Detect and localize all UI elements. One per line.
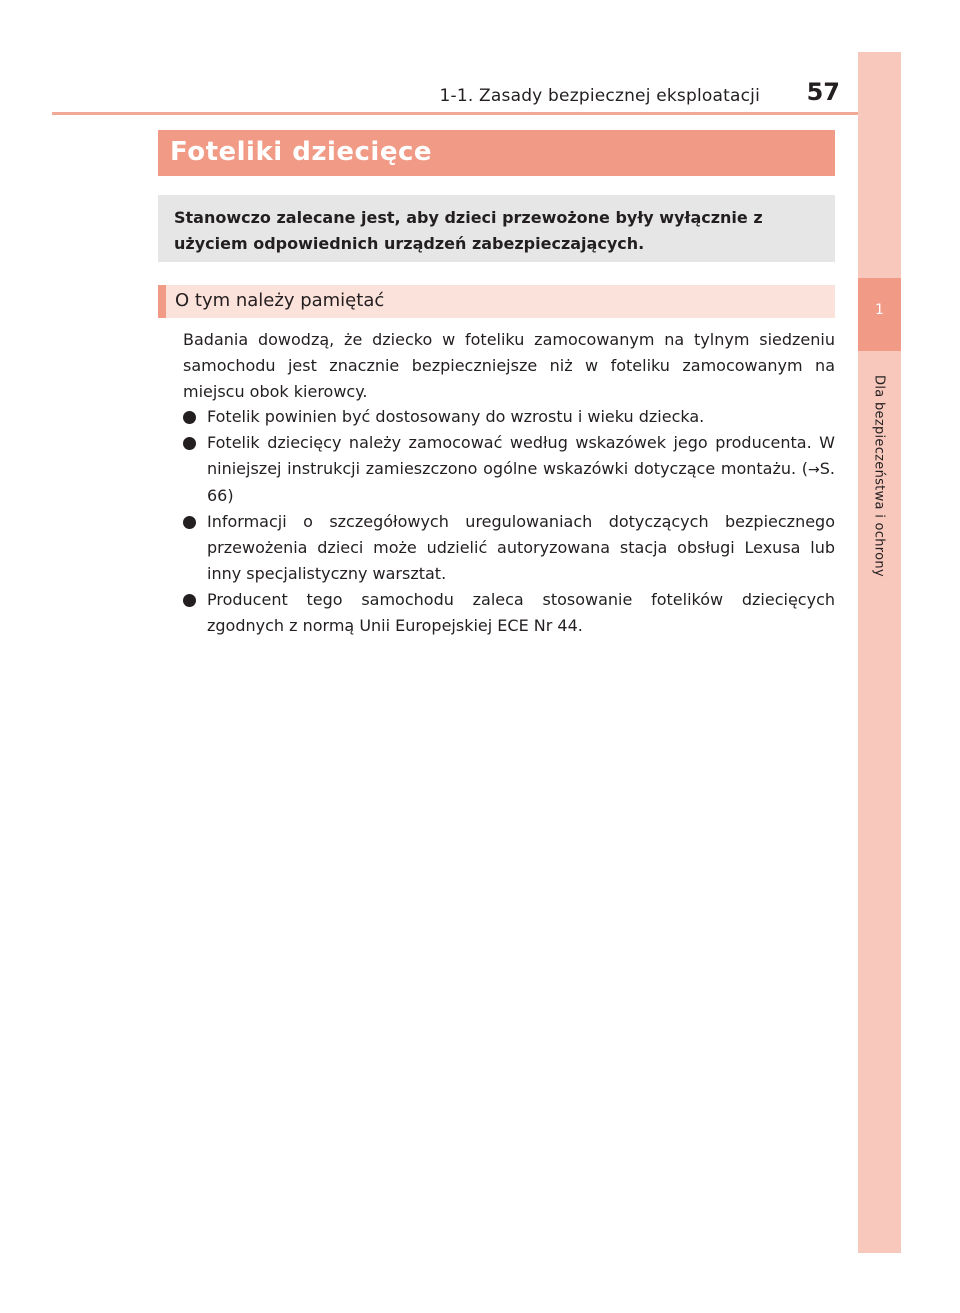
arrow-right-icon: → (808, 462, 820, 478)
side-chapter-number: 1 (875, 302, 884, 318)
side-chapter-tab (858, 52, 901, 1253)
intro-box (158, 195, 835, 262)
bullet-icon (183, 411, 196, 424)
list-item (183, 430, 835, 509)
bullet-text: Producent tego samochodu zaleca stosowanie fotelików dziecięcych zgodnych z normą Unii Europejskiej ECE Nr 44. (207, 590, 835, 635)
list-item (183, 509, 835, 587)
bullet-text: Fotelik powinien być dostosowany do wzrostu i wieku dziecka. (207, 407, 705, 426)
bullet-list (183, 404, 835, 639)
bullet-text: Fotelik dziecięcy należy zamocować według wskazówek jego producenta. W niniejszej instrukcji zamieszczono ogólne wskazówki dotyczące montażu. ( (207, 433, 835, 478)
body-paragraph: Badania dowodzą, że dziecko w foteliku zamocowanym na tylnym siedzeniu samochodu jest znacznie bezpieczniejsze niż w foteliku zamocowanym na miejscu obok kierowcy. (183, 330, 835, 401)
bullet-icon (183, 437, 196, 450)
subsection-accent (158, 285, 166, 318)
side-chapter-label: Dla bezpieczeństwa i ochrony (871, 375, 887, 577)
intro-text: Stanowczo zalecane jest, aby dzieci przewożone były wyłącznie z użyciem odpowiednich urządzeń zabezpieczających. (174, 208, 763, 253)
header-divider (52, 112, 858, 115)
subsection-title: O tym należy pamiętać (175, 290, 385, 311)
section-title-bar (158, 130, 835, 176)
list-item (183, 587, 835, 639)
subsection-heading-bar (158, 285, 835, 318)
chapter-title: 1-1. Zasady bezpiecznej eksploatacji (439, 86, 760, 106)
list-item (183, 404, 835, 430)
bullet-text: Informacji o szczegółowych uregulowaniach dotyczących bezpiecznego przewożenia dzieci może udzielić autoryzowana stacja obsługi Lexusa lub inny specjalistyczny warsztat. (207, 512, 835, 583)
bullet-icon (183, 594, 196, 607)
bullet-icon (183, 516, 196, 529)
page-reference-link[interactable]: S. 66) (207, 459, 835, 505)
section-title: Foteliki dziecięce (170, 137, 433, 167)
page-number: 57 (806, 78, 840, 106)
